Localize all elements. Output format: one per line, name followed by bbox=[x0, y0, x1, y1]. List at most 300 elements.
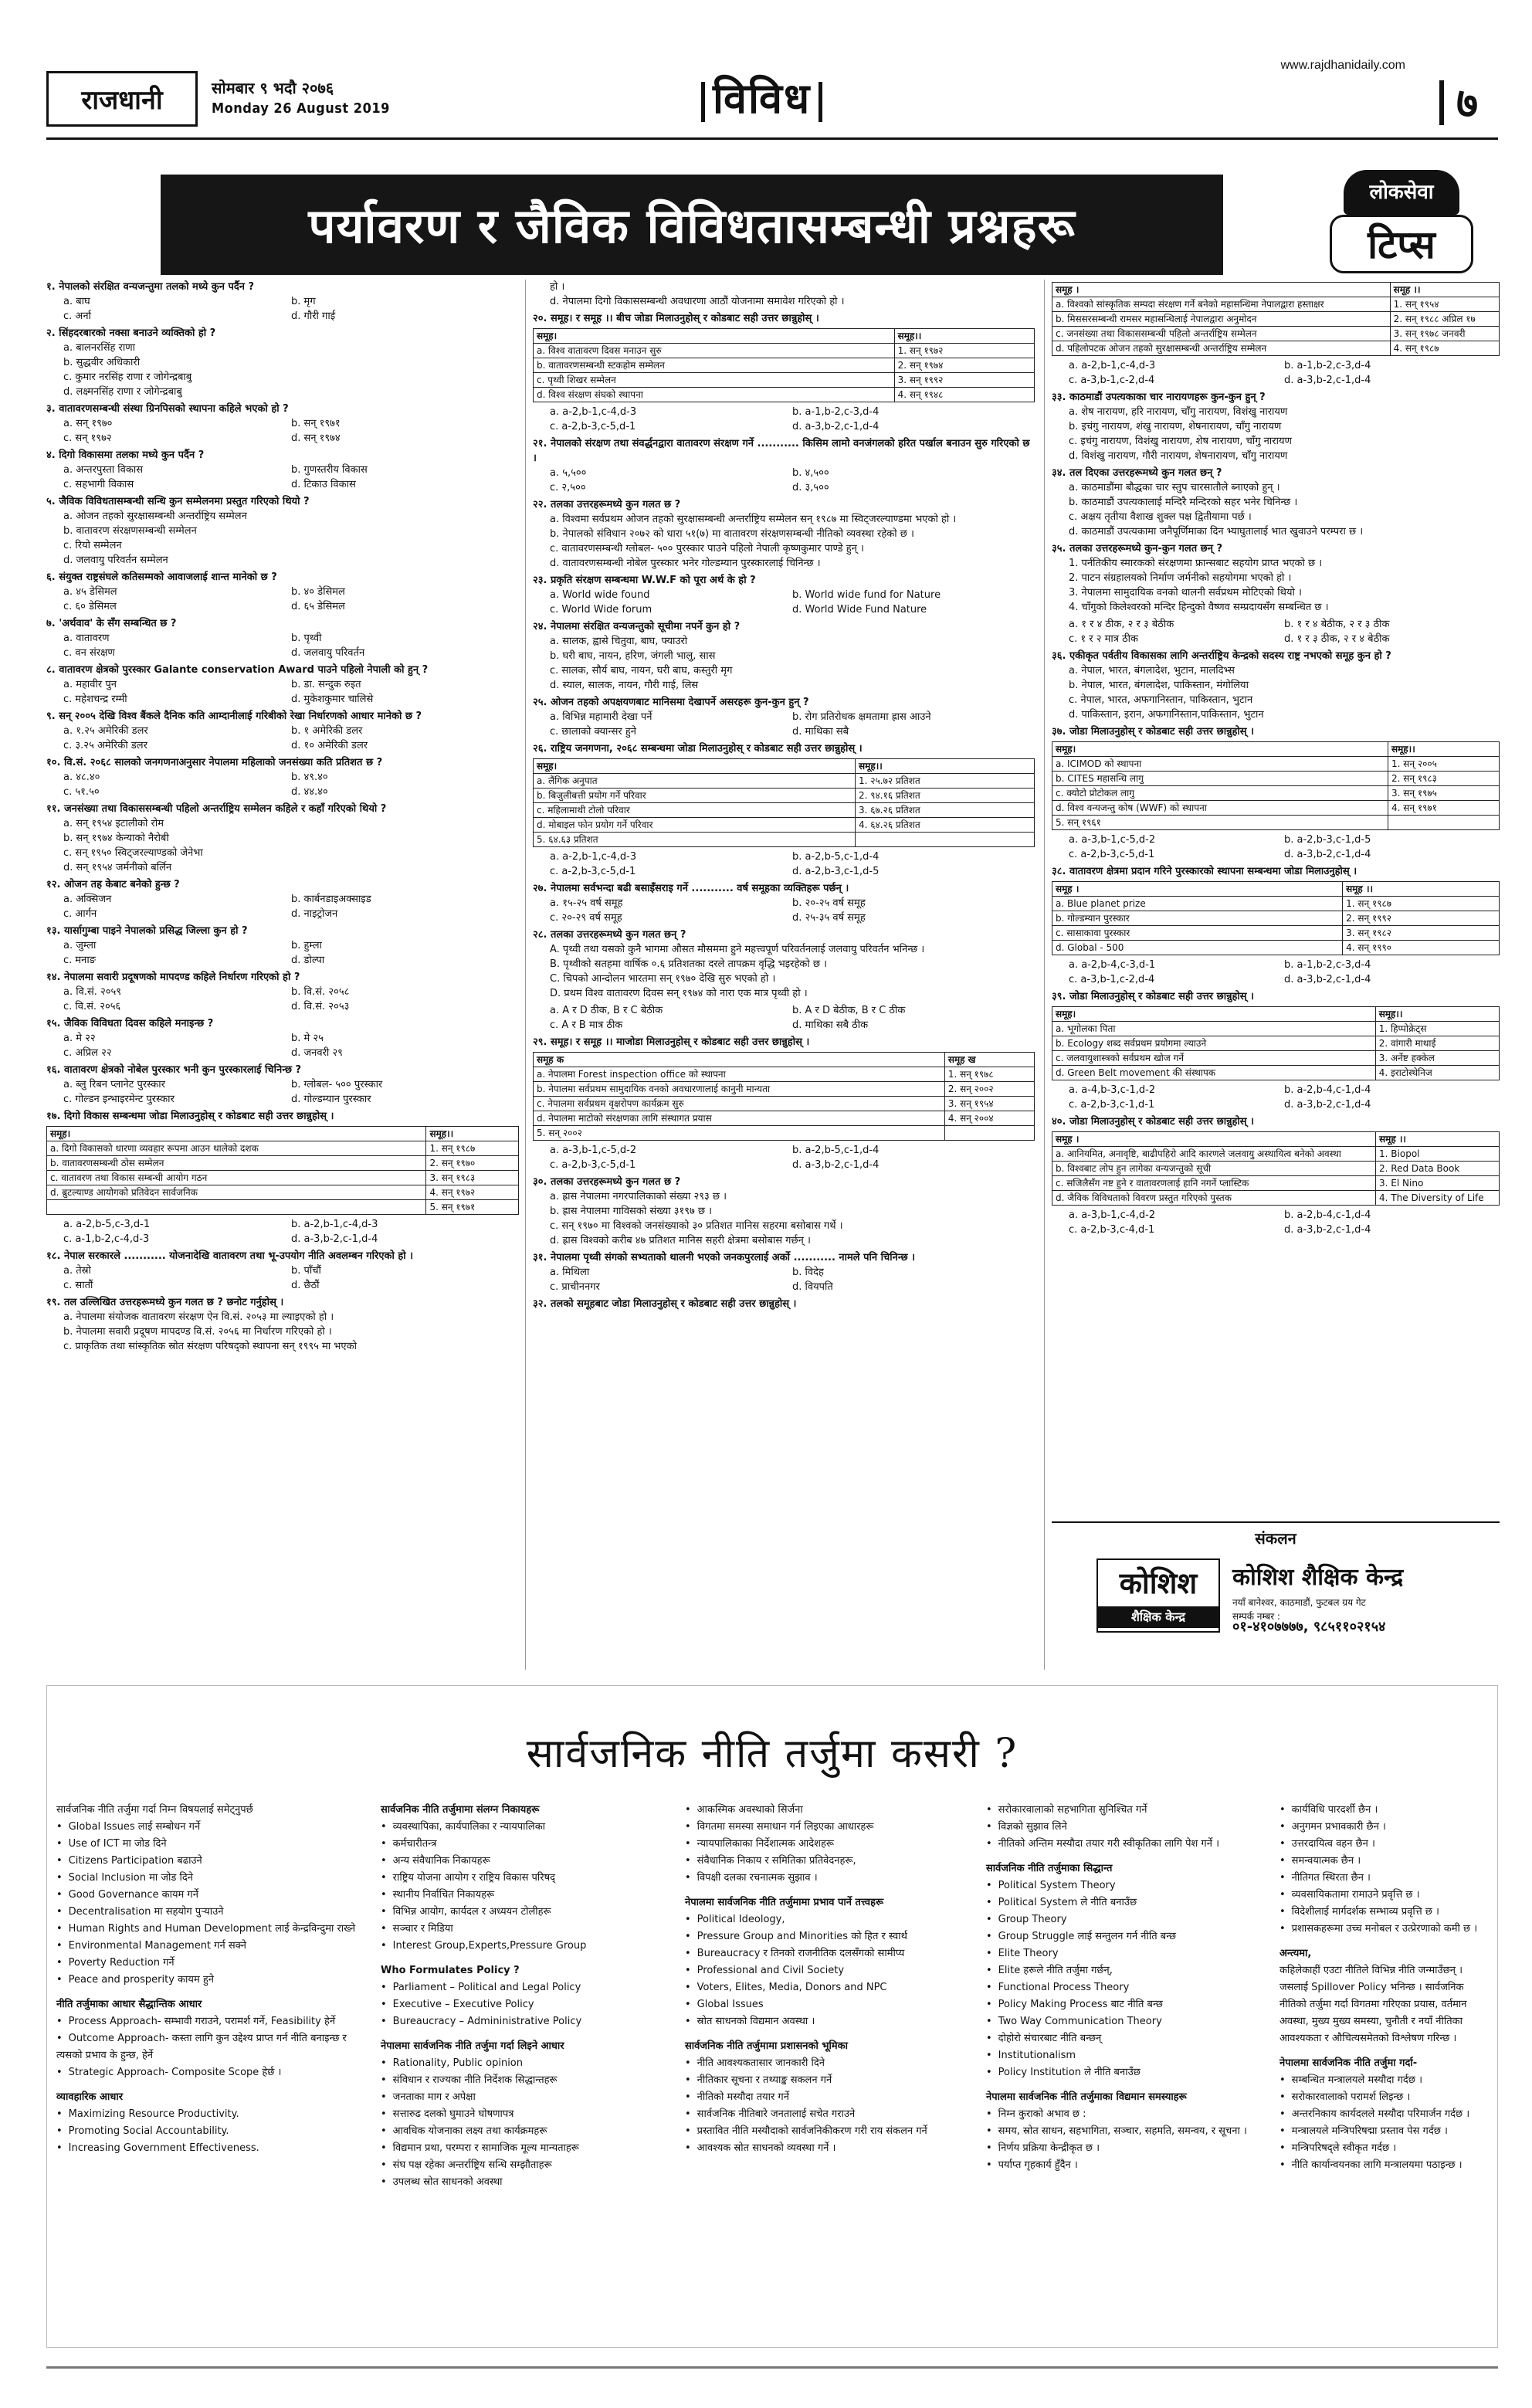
quiz-question bbox=[1052, 649, 1500, 722]
answer-option: c. a-2,b-3,c-1,d-1 bbox=[1069, 1099, 1155, 1111]
answer-options bbox=[46, 677, 519, 707]
answer-option: a. a-3,b-1,c-5,d-2 bbox=[1069, 834, 1156, 846]
quiz-question bbox=[533, 311, 1035, 326]
answer-option: d. a-3,b-2,c-1,d-4 bbox=[1284, 375, 1371, 386]
answer-option: c. अर्ना bbox=[63, 310, 91, 322]
answer-options bbox=[533, 634, 1035, 693]
question-text: १२. ओजन तह केबाट बनेको हुन्छ ? bbox=[46, 879, 180, 890]
newspaper-brand: राजधानी bbox=[46, 71, 198, 127]
table-cell: d. पहिलोपटक ओजन तहको सुरक्षासम्बन्धी अन्तर्राष्ट्रिय सम्मेलन bbox=[1052, 341, 1391, 356]
answer-options bbox=[46, 631, 519, 660]
table-cell: b. Ecology शब्द सर्वप्रथम प्रयोगमा ल्याउने bbox=[1052, 1036, 1376, 1051]
question-text: ३. वातावरणसम्बन्धी संस्था ग्रिनपिसको स्थापना कहिले भएको हो ? bbox=[46, 403, 289, 415]
table-cell: 2. वांगारी माथाई bbox=[1375, 1036, 1499, 1051]
list-item: • सरोकारवालाको सहभागिता सुनिश्चित गर्ने bbox=[986, 1802, 1264, 1819]
answer-option: c. सहभागी विकास bbox=[63, 479, 134, 490]
table-cell: 4. ६४.२६ प्रतिशत bbox=[856, 818, 1035, 833]
table-header: समूह। bbox=[47, 1127, 426, 1141]
question-text: २८. तलका उत्तरहरूमध्ये कुन गलत छन् ? bbox=[533, 929, 686, 941]
answer-option: a. वातावरण bbox=[63, 633, 110, 644]
answer-option: a. World wide found bbox=[550, 589, 650, 601]
answer-option: a. मे २२ bbox=[63, 1033, 96, 1044]
list-item: • व्यवस्थापिका, कार्यपालिका र न्यायपालिका bbox=[381, 1819, 668, 1836]
quiz-question bbox=[46, 280, 519, 324]
answer-option: c. रियो सम्मेलन bbox=[63, 540, 122, 551]
matching-table bbox=[533, 1052, 1035, 1141]
answer-options bbox=[46, 585, 519, 614]
question-text: ११. जनसंख्या तथा विकाससम्बन्धी पहिलो अन्तर्राष्ट्रिय सम्मेलन कहिले र कहाँ गरिएको थियो ? bbox=[46, 803, 387, 815]
answer-option: c. World Wide forum bbox=[550, 604, 652, 616]
table-cell bbox=[856, 833, 1035, 847]
list-item: • नीतिको अन्तिम मस्यौदा तयार गरी स्वीकृतिका लागि पेश गर्ने । bbox=[986, 1836, 1264, 1853]
quiz-question bbox=[46, 402, 519, 446]
answer-options bbox=[1052, 833, 1500, 862]
answer-option: d. जलवायु परिवर्तन bbox=[291, 647, 365, 659]
answer-option: d. a-3,b-2,c-1,d-4 bbox=[1284, 974, 1371, 985]
answer-option: b. मे २५ bbox=[291, 1033, 324, 1044]
list-item: • Promoting Social Accountability. bbox=[56, 2123, 365, 2140]
table-cell: 5. सन् १९६१ bbox=[1052, 816, 1388, 830]
answer-option: a. विश्वमा सर्वप्रथम ओजन तहको सुरक्षासम्बन्धी अन्तर्राष्ट्रिय सम्मेलन सन् १९८७ मा स्विट्जरल्याण्डमा भएको हो । bbox=[550, 514, 957, 525]
table-row bbox=[1052, 1066, 1500, 1080]
answer-option: d. ६५ डेसिमल bbox=[291, 601, 345, 612]
article-subhead: नीति तर्जुमाका आधार सैद्धान्तिक आधार bbox=[56, 1999, 202, 2010]
table-cell: 3. सन् १९५४ bbox=[944, 1097, 1034, 1111]
table-cell: a. दिगो विकासको धारणा व्यवहार रूपमा आउन थालेको दशक bbox=[47, 1141, 426, 1156]
answer-options bbox=[533, 280, 1035, 309]
question-text: १९. तल उल्लिखित उत्तरहरूमध्ये कुन गलत छ ? छनोट गर्नुहोस् । bbox=[46, 1297, 284, 1308]
table-cell: 1. Biopol bbox=[1376, 1147, 1500, 1162]
answer-option: d. २५-३५ वर्ष समूह bbox=[792, 912, 866, 924]
quiz-column-2 bbox=[533, 280, 1035, 1314]
answer-option: c. a-2,b-3,c-5,d-1 bbox=[550, 866, 636, 877]
answer-option: d. गोल्डम्यान पुरस्कार bbox=[291, 1094, 371, 1105]
table-cell: c. महिलामाथी टोलो परिवार bbox=[534, 803, 856, 818]
list-item: • Peace and prosperity कायम हुने bbox=[56, 1972, 365, 1989]
table-row bbox=[534, 344, 1035, 358]
list-item: • आवधिक योजनाका लक्ष्य तथा कार्यक्रमहरू bbox=[381, 2123, 668, 2140]
answer-option: a. बाघ bbox=[63, 296, 90, 307]
quiz-question bbox=[1052, 989, 1500, 1004]
answer-option: d. a-3,b-2,c-1,d-4 bbox=[291, 1233, 378, 1245]
answer-option: c. सन् १९७० मा विश्वको जनसंख्याको ३० प्रतिशत मानिस सहरमा बसोबास गर्थे । bbox=[550, 1220, 843, 1232]
answer-options bbox=[46, 341, 519, 399]
answer-option: c. अप्रिल २२ bbox=[63, 1047, 112, 1059]
answer-option: b. ह्रास नेपालमा गाविसको संख्या ३१९७ छ । bbox=[550, 1206, 713, 1217]
question-text: ३१. नेपालमा पृथ्वी संगको सभ्यताको थालनी भएको जनकपुरलाई अर्को ........... नामले पनि चिनिन्छ । bbox=[533, 1252, 916, 1263]
table-cell: c. नेपालमा सर्वप्रथम वृक्षरोपण कार्यक्रम सुरु bbox=[534, 1097, 945, 1111]
answer-options bbox=[46, 816, 519, 875]
list-item: • Good Governance कायम गर्ने bbox=[56, 1887, 365, 1904]
list-item: • उपलब्ध स्रोत साधनको अवस्था bbox=[381, 2174, 668, 2191]
answer-option: b. a-2,b-1,c-4,d-3 bbox=[291, 1219, 378, 1230]
table-cell: c. क्योटो प्रोटोकल लागु bbox=[1052, 786, 1388, 801]
table-header: समूह। bbox=[1052, 1007, 1376, 1022]
answer-option: c. नेपाल, भारत, अफगानिस्तान, पाकिस्तान, भुटान bbox=[1069, 694, 1253, 706]
list-item: • कर्मचारीतन्त्र bbox=[381, 1836, 668, 1853]
list-item: • अनुगमन प्रभावकारी छैन । bbox=[1279, 1819, 1490, 1836]
quiz-question bbox=[46, 1109, 519, 1124]
answer-option: a. ह्रास नेपालमा नगरपालिकाको संख्या २९३ छ । bbox=[550, 1191, 727, 1202]
answer-option: b. रोग प्रतिरोधक क्षमतामा ह्रास आउने bbox=[792, 711, 931, 723]
list-item: • स्थानीय निर्वाचित निकायहरू bbox=[381, 1887, 668, 1904]
list-item: • मन्त्रिपरिषद्ले स्वीकृत गर्दछ । bbox=[1279, 2140, 1490, 2157]
answer-option: a. जुम्ला bbox=[63, 940, 97, 951]
quiz-question bbox=[533, 573, 1035, 617]
answer-option: d. a-3,b-2,c-1,d-4 bbox=[792, 421, 880, 432]
answer-option: c. ६० डेसिमल bbox=[63, 601, 117, 612]
list-item: • Process Approach- सम्भावी गराउने, परामर्श गर्ने, Feasibility हेर्ने bbox=[56, 2013, 365, 2030]
list-item: • Elite Theory bbox=[986, 1945, 1264, 1962]
table-cell: 3. सन् १९८२ bbox=[1343, 926, 1500, 941]
article-list bbox=[685, 1911, 971, 2030]
answer-option: c. वन संरक्षण bbox=[63, 647, 115, 659]
list-item: • Policy Making Process बाट नीति बन्छ bbox=[986, 1996, 1264, 2013]
table-cell: c. जलवायुशास्त्रको सर्वप्रथम खोज गर्ने bbox=[1052, 1051, 1376, 1066]
quiz-question bbox=[533, 497, 1035, 571]
list-item: • Rationality, Public opinion bbox=[381, 2055, 668, 2072]
question-text: १०. वि.सं. २०६८ सालको जनगणनाअनुसार नेपालमा महिलाको जनसंख्या कति प्रतिशत छ ? bbox=[46, 757, 383, 768]
list-item: • संविधान र राज्यका नीति निर्देशक सिद्धान्तहरू bbox=[381, 2072, 668, 2089]
table-cell: 4. सन् १९७२ bbox=[426, 1185, 519, 1200]
answer-options bbox=[1052, 358, 1500, 388]
table-cell: d. मोबाइल फोन प्रयोग गर्ने परिवार bbox=[534, 818, 856, 833]
question-text: ४०. जोडा मिलाउनुहोस् र कोडबाट सही उत्तर छान्नुहोस् । bbox=[1052, 1116, 1255, 1128]
list-item: • सम्बन्धित मन्त्रालयले मस्यौदा गर्दछ । bbox=[1279, 2072, 1490, 2089]
table-row bbox=[47, 1141, 519, 1156]
question-text: २६. राष्ट्रिय जनगणना, २०६८ सम्बन्धमा जोडा मिलाउनुहोस् र कोडबाट सही उत्तर छान्नुहोस् । bbox=[533, 743, 863, 755]
table-row bbox=[1052, 1022, 1500, 1036]
list-item: • विभिन्न आयोग, कार्यदल र अध्ययन टोलीहरू bbox=[381, 1904, 668, 1921]
list-item: • निर्णय प्रक्रिया केन्द्रीकृत छ । bbox=[986, 2140, 1264, 2157]
table-cell bbox=[1388, 816, 1500, 830]
question-text: ३८. वातावरण क्षेत्रमा प्रदान गरिने पुरस्कारको स्थापना सम्बन्धमा जोडा मिलाउनुहोस् । bbox=[1052, 866, 1357, 877]
table-row bbox=[1052, 1191, 1500, 1206]
list-item: • आकस्मिक अवस्थाको सिर्जना bbox=[685, 1802, 971, 1819]
list-item: • विगतमा समस्या समाधान गर्न लिइएका आधारहरू bbox=[685, 1819, 971, 1836]
answer-option: a. १.२५ अमेरिकी डलर bbox=[63, 725, 148, 737]
logo-bottom: टिप्स bbox=[1330, 215, 1473, 273]
quiz-question bbox=[533, 280, 1035, 309]
answer-option: a. तेस्रो bbox=[63, 1265, 91, 1277]
credit-label: संकलन bbox=[1052, 1521, 1500, 1548]
answer-options bbox=[533, 405, 1035, 434]
answer-options bbox=[46, 985, 519, 1014]
table-row bbox=[534, 1126, 1035, 1141]
site-url[interactable]: www.rajdhanidaily.com bbox=[1280, 59, 1405, 72]
quiz-question bbox=[46, 1016, 519, 1060]
article-subhead: नेपालमा सार्वजनिक नीति तर्जुमामा प्रभाव पार्ने तत्त्वहरू bbox=[685, 1897, 884, 1908]
question-text: २. सिंहदरबारको नक्सा बनाउने व्यक्तिको हो ? bbox=[46, 327, 216, 339]
answer-option: c. प्राचीननगर bbox=[550, 1281, 600, 1293]
column-divider bbox=[1044, 280, 1045, 1670]
table-row bbox=[1052, 786, 1500, 801]
table-row bbox=[1052, 1147, 1500, 1162]
table-cell: c. जनसंख्या तथा विकाससम्बन्धी पहिलो अन्तर्राष्ट्रिय सम्मेलन bbox=[1052, 327, 1391, 341]
table-row bbox=[1052, 327, 1500, 341]
answer-option: a. ब्लु रिबन प्लानेट पुरस्कार bbox=[63, 1079, 165, 1090]
answer-options bbox=[533, 942, 1035, 1001]
answer-option: c. अक्षय तृतीया वैशाख शुक्ल पक्ष द्वितीयामा पर्छ । bbox=[1069, 511, 1252, 523]
table-header: समूह।। bbox=[1388, 742, 1500, 757]
list-item: • Decentralisation मा सहयोग पुऱ्याउने bbox=[56, 1904, 365, 1921]
article-list bbox=[685, 1802, 971, 1887]
answer-options bbox=[1052, 1083, 1500, 1112]
table-cell: 1. सन् १९७८ bbox=[944, 1067, 1034, 1082]
quiz-question bbox=[1052, 724, 1500, 739]
table-cell: 2. सन् १९७० bbox=[426, 1156, 519, 1171]
answer-option: a. विभिन्न महामारी देखा पर्ने bbox=[550, 711, 652, 723]
answer-options bbox=[1052, 405, 1500, 463]
policy-article bbox=[46, 1685, 1498, 2348]
answer-option: d. मुकेशकुमार चालिसे bbox=[291, 694, 374, 705]
table-cell: 2. सन् १९९२ bbox=[1343, 911, 1500, 926]
list-item: • Voters, Elites, Media, Donors and NPC bbox=[685, 1979, 971, 1996]
list-item: • विद्यमान प्रथा, परम्परा र सामाजिक मूल्य मान्यताहरू bbox=[381, 2140, 668, 2157]
answer-option: D. प्रथम विश्व वातावरण दिवस सन् १९७४ को नारा एक मात्र पृथ्वी हो । bbox=[550, 988, 808, 999]
list-item: • उत्तरदायित्व वहन छैन । bbox=[1279, 1836, 1490, 1853]
answer-option: a. नेपालमा संयोजक वातावरण संरक्षण ऐन वि.सं. २०५३ मा ल्याइएको हो । bbox=[63, 1311, 334, 1323]
article-list bbox=[685, 2055, 971, 2157]
answer-option: b. a-2,b-5,c-1,d-4 bbox=[792, 1145, 880, 1156]
quiz-question bbox=[46, 326, 519, 399]
section-label bbox=[693, 68, 830, 125]
answer-option: c. छालाको क्यान्सर हुने bbox=[550, 726, 636, 738]
list-item: • संवैधानिक निकाय र समितिका प्रतिवेदनहरू, bbox=[685, 1853, 971, 1870]
question-text: १४. नेपालमा सवारी प्रदूषणको मापदण्ड कहिले निर्धारण गरिएको हो ? bbox=[46, 972, 300, 983]
answer-option: d. a-2,b-3,c-1,d-5 bbox=[792, 866, 880, 877]
article-title: सार्वजनिक नीति तर्जुमा कसरी ? bbox=[526, 1731, 1019, 1777]
answer-options bbox=[46, 1310, 519, 1354]
table-cell: c. पृथ्वी शिखर सम्मेलन bbox=[534, 373, 895, 388]
article-subhead: Who Formulates Policy ? bbox=[381, 1965, 520, 1976]
answer-option: A. पृथ्वी तथा यसको कुनै भागमा औसत मौसममा हुने महत्त्वपूर्ण परिवर्तनलाई जलवायु परिवर्तन भनिन्छ । bbox=[550, 944, 925, 955]
list-item: • सरोकारवालाको परामर्श लिइन्छ । bbox=[1279, 2089, 1490, 2106]
answer-option: a. महावीर पुन bbox=[63, 679, 117, 690]
quiz-question bbox=[1052, 958, 1500, 987]
article-subhead: अन्त्यमा, bbox=[1279, 1948, 1312, 1959]
answer-option: c. महेशचन्द्र रम्मी bbox=[63, 694, 127, 705]
answer-option: d. लक्ष्मनसिंह राणा र जोगेन्द्रबाबु bbox=[63, 386, 182, 398]
answer-option: a. a-3,b-1,c-4,d-2 bbox=[1069, 1209, 1156, 1221]
quiz-question bbox=[1052, 541, 1500, 615]
list-item: • सत्तारुढ दलको घुमाउने घोषणापत्र bbox=[381, 2106, 668, 2123]
article-subhead: नेपालमा सार्वजनिक नीति तर्जुमा गर्दा- bbox=[1279, 2057, 1418, 2069]
table-row bbox=[47, 1156, 519, 1171]
question-text: ३७. जोडा मिलाउनुहोस् र कोडबाट सही उत्तर छान्नुहोस् । bbox=[1052, 726, 1255, 738]
list-item: • संघ पक्ष रहेका अन्तर्राष्ट्रिय सन्धि सम्झौताहरू bbox=[381, 2157, 668, 2174]
answer-option: a. a-2,b-4,c-3,d-1 bbox=[1069, 959, 1156, 971]
quiz-question bbox=[1052, 390, 1500, 463]
table-cell: 2. सन् १९८८ अप्रिल १७ bbox=[1390, 312, 1499, 327]
quiz-question bbox=[46, 448, 519, 492]
answer-option: हो । bbox=[550, 281, 565, 293]
answer-option: b. a-2,b-5,c-1,d-4 bbox=[792, 851, 880, 863]
table-row bbox=[534, 774, 1035, 789]
date-nepali: सोमबार ९ भदौ २०७६ bbox=[212, 79, 334, 97]
answer-option: d. नाइट्रोजन bbox=[291, 908, 338, 920]
table-cell: 2. ९४.१६ प्रतिशत bbox=[856, 789, 1035, 803]
answer-option: b. पाँचौं bbox=[291, 1265, 321, 1277]
matching-table bbox=[46, 1126, 519, 1215]
answer-option: a. नेपाल, भारत, बंगलादेश, भुटान, मालदिभ्स bbox=[1069, 665, 1235, 677]
question-text: २०. समूह। र समूह ।। बीच जोडा मिलाउनुहोस् र कोडबाट सही उत्तर छान्नुहोस् । bbox=[533, 313, 819, 324]
answer-option: c. a-2,b-3,c-5,d-1 bbox=[550, 421, 636, 432]
matching-table bbox=[1052, 282, 1500, 356]
article-list bbox=[1279, 1802, 1490, 1938]
table-cell: a. भूगोलका पिता bbox=[1052, 1022, 1376, 1036]
question-text: ३६. एकीकृत पर्वतीय विकासका लागि अन्तर्राष्ट्रिय केन्द्रको सदस्य राष्ट्र नभएको समूह कुन हो ? bbox=[1052, 650, 1391, 662]
answer-option: d. ३,५०० bbox=[792, 482, 829, 493]
table-cell bbox=[944, 1126, 1034, 1141]
table-cell: 3. सन् १९७८ जनवरी bbox=[1390, 327, 1499, 341]
question-text: ६. संयुक्त राष्ट्रसंघले कतिसम्मको आवाजलाई शान्त मानेको छ ? bbox=[46, 571, 277, 583]
answer-option: d. a-3,b-2,c-1,d-4 bbox=[1284, 1224, 1371, 1236]
answer-options bbox=[46, 509, 519, 568]
answer-option: b. a-2,b-4,c-1,d-4 bbox=[1284, 1209, 1371, 1221]
answer-option: c. a-2,b-3,c-4,d-1 bbox=[1069, 1224, 1155, 1236]
table-cell: 1. सन् १९८७ bbox=[426, 1141, 519, 1156]
quiz-question bbox=[1052, 1208, 1500, 1237]
answer-option: c. मनाङ bbox=[63, 955, 97, 966]
question-text: ३०. तलका उत्तरहरूमध्ये कुन गलत छ ? bbox=[533, 1176, 681, 1188]
credit-contact-label: सम्पर्क नम्बर : bbox=[1232, 1611, 1280, 1622]
quiz-question bbox=[46, 970, 519, 1014]
credit-address-line: नयाँ बानेश्वर, काठमाडौं, फुटबल ग्रय गेट bbox=[1232, 1597, 1366, 1608]
answer-option: c. २,५०० bbox=[550, 482, 586, 493]
question-text: २५. ओजन तहको अपक्षयणबाट मानिसमा देखापर्ने असरहरू कुन-कुन हुन् ? bbox=[533, 697, 809, 708]
table-row bbox=[1052, 941, 1500, 955]
answer-option: c. इचंगु नारायण, विशंखु नारायण, शेष नारायण, चाँगु नारायण bbox=[1069, 436, 1292, 447]
answer-option: a. सन् १९७० bbox=[63, 418, 113, 429]
question-text: २१. नेपालको संरक्षण तथा संवर्द्धनद्वारा वातावरण संरक्षण गर्ने ........... किसिम लामो वनजंगलको हरित पर्खाल बनाउन सुरु गरिएको छ । bbox=[533, 438, 1030, 464]
table-cell: 3. सन् १९८३ bbox=[426, 1171, 519, 1185]
list-item: • Group Struggle लाई सन्तुलन गर्न नीति बन्छ bbox=[986, 1928, 1264, 1945]
question-text: ४. दिगो विकासमा तलका मध्ये कुन पर्दैन ? bbox=[46, 449, 205, 461]
answer-option: d. गौरी गाई bbox=[291, 310, 336, 322]
table-row bbox=[1052, 772, 1500, 786]
article-column-2 bbox=[381, 1802, 668, 2191]
table-row bbox=[1052, 897, 1500, 911]
table-header: समूह। bbox=[534, 329, 895, 344]
answer-option: b. ४९.४० bbox=[291, 772, 328, 783]
answer-option: c. सालक, सौर्य बाघ, नायन, घरी बाघ, कस्तुरी मृग bbox=[550, 665, 733, 677]
table-cell: 1. सन् १९५४ bbox=[1390, 297, 1499, 312]
answer-option: c. वि.सं. २०५६ bbox=[63, 1001, 121, 1012]
answer-option: c. a-3,b-1,c-2,d-4 bbox=[1069, 375, 1155, 386]
article-subhead: नेपालमा सार्वजनिक नीति तर्जुमाका विद्यमान समस्याहरू bbox=[986, 2091, 1187, 2103]
table-cell: 5. सन् १९७१ bbox=[426, 1200, 519, 1215]
table-cell: 4. सन् १९४८ bbox=[894, 388, 1034, 402]
answer-option: c. ३.२५ अमेरिकी डलर bbox=[63, 740, 147, 751]
table-cell: d. Green Belt movement की संस्थापक bbox=[1052, 1066, 1376, 1080]
answer-option: a. वि.सं. २०५९ bbox=[63, 986, 122, 998]
answer-options bbox=[46, 724, 519, 753]
answer-option: b. a-2,b-4,c-1,d-4 bbox=[1284, 1084, 1371, 1096]
answer-option: a. अक्सिजन bbox=[63, 894, 112, 905]
answer-option: b. काठमाडौं उपत्यकालाई मन्दिरै मन्दिरको सहर भनेर चिनिन्छ । bbox=[1069, 497, 1298, 508]
article-list bbox=[986, 1877, 1264, 2081]
list-item: • Executive – Executive Policy bbox=[381, 1996, 668, 2013]
answer-option: b. नेपालमा सवारी प्रदूषण मापदण्ड वि.सं. २०५६ मा निर्धारण गरिएको हो । bbox=[63, 1326, 332, 1338]
table-row bbox=[1052, 911, 1500, 926]
quiz-question bbox=[46, 924, 519, 968]
answer-option: c. वातावरणसम्बन्धी ग्लोबल- ५०० पुरस्कार पाउने पहिलो नेपाली कृष्णकुमार पाण्डे हुन् । bbox=[550, 543, 864, 555]
answer-options bbox=[1052, 556, 1500, 615]
table-cell: 3. अर्नेष्ट हक्केल bbox=[1375, 1051, 1499, 1066]
quiz-question bbox=[46, 1217, 519, 1246]
credit-name: कोशिश शैक्षिक केन्द्र bbox=[1232, 1564, 1404, 1591]
answer-option: b. घरी बाघ, नायन, हरिण, जंगली भालु, सास bbox=[550, 650, 716, 662]
answer-option: d. स्याल, सालक, नायन, गौरी गाई, लिस bbox=[550, 680, 699, 691]
answer-option: d. a-3,b-2,c-1,d-4 bbox=[1284, 1099, 1371, 1111]
answer-options bbox=[46, 1263, 519, 1293]
list-item: • Global Issues bbox=[685, 1996, 971, 2013]
list-item: • Environmental Management गर्न सक्ने bbox=[56, 1938, 365, 1955]
quiz-question bbox=[46, 663, 519, 707]
table-cell: 5. ६४.६३ प्रतिशत bbox=[534, 833, 856, 847]
answer-options bbox=[1052, 1208, 1500, 1237]
answer-option: b. A र D बेठीक, B र C ठीक bbox=[792, 1005, 906, 1016]
table-cell: 2. सन् २००२ bbox=[944, 1082, 1034, 1097]
table-cell: a. नेपालमा Forest inspection office को स्थापना bbox=[534, 1067, 945, 1082]
list-item: • Citizens Participation बढाउने bbox=[56, 1853, 365, 1870]
table-cell: d. नेपालमा माटोको संरक्षणका लागि संस्थागत प्रयास bbox=[534, 1111, 945, 1126]
list-item: • सार्वजनिक नीतिबारे जनतालाई सचेत गराउने bbox=[685, 2106, 971, 2123]
masthead-rule bbox=[46, 137, 1498, 140]
table-cell: 2. सन् १९७४ bbox=[894, 358, 1034, 373]
answer-option: b. १ अमेरिकी डलर bbox=[291, 725, 363, 737]
table-cell: 2. Red Data Book bbox=[1376, 1162, 1500, 1176]
answer-option: b. डा. सन्दुक रुइत bbox=[291, 679, 361, 690]
answer-options bbox=[1052, 480, 1500, 539]
quiz-question bbox=[533, 1003, 1035, 1033]
answer-option: d. नेपालमा दिगो विकाससम्बन्धी अवधारणा आठौं योजनामा समावेश गरिएको हो । bbox=[550, 296, 845, 307]
table-cell: b. विश्वबाट लोप हुन लागेका वन्यजन्तुको सूची bbox=[1052, 1162, 1376, 1176]
table-cell: a. विश्वको सांस्कृतिक सम्पदा संरक्षण गर्ने बनेको महासन्धिमा नेपालद्वारा हस्ताक्षर bbox=[1052, 297, 1391, 312]
answer-option: a. शेष नारायण, हरि नारायण, चाँगु नारायण, विशंखु नारायण bbox=[1069, 406, 1288, 418]
list-item: • कार्यविधि पारदर्शी छैन । bbox=[1279, 1802, 1490, 1819]
answer-option: d. a-3,b-2,c-1,d-4 bbox=[792, 1159, 880, 1171]
list-item: • Outcome Approach- कस्ता लागि कुन उद्देश्य प्राप्त गर्न नीति बनाइन्छ र त्यसको प्रभाव के हुन्छ, हेर्ने bbox=[56, 2030, 365, 2064]
table-cell: d. विश्व वन्यजन्तु कोष (WWF) को स्थापना bbox=[1052, 801, 1388, 816]
answer-option: b. सन् १९७४ केन्याको नैरोबी bbox=[63, 833, 169, 844]
article-list bbox=[986, 1802, 1264, 1853]
answer-option: d. ह्रास विश्वको करीब ४७ प्रतिशत मानिस सहरी क्षेत्रमा बसोबास गर्छन् । bbox=[550, 1235, 811, 1246]
answer-option: b. वि.सं. २०५८ bbox=[291, 986, 350, 998]
matching-table bbox=[1052, 741, 1500, 830]
column-divider bbox=[525, 280, 526, 1670]
quiz-question bbox=[533, 436, 1035, 495]
answer-option: b. पृथ्वी bbox=[291, 633, 322, 644]
answer-option: c. आर्गन bbox=[63, 908, 97, 920]
list-item: • व्यवसायिकतामा रामाउने प्रवृत्ति छ । bbox=[1279, 1887, 1490, 1904]
list-item: • विदेशीलाई मार्गदर्शक सम्भाव्य प्रवृत्ति छ । bbox=[1279, 1904, 1490, 1921]
quiz-question bbox=[1052, 358, 1500, 388]
answer-options bbox=[46, 294, 519, 324]
answer-option: d. छैठौं bbox=[291, 1280, 320, 1291]
question-text: १. नेपालको संरक्षित वन्यजन्तुमा तलको मध्ये कुन पर्दैन ? bbox=[46, 281, 255, 293]
article-column-5 bbox=[1279, 1802, 1490, 2174]
list-item: • Political Ideology, bbox=[685, 1911, 971, 1928]
question-text: २७. नेपालमा सर्वभन्दा बढी बसाइँसराइ गर्ने ........... वर्ष समूहका व्यक्तिहरू पर्छन् । bbox=[533, 883, 849, 894]
answer-option: c. ५१.५० bbox=[63, 786, 100, 798]
answer-option: a. बालनरसिंह राणा bbox=[63, 342, 136, 354]
answer-option: d. टिकाउ विकास bbox=[291, 479, 356, 490]
question-text: २३. प्रकृति संरक्षण सम्बन्धमा W.W.F को पूरा अर्थ के हो ? bbox=[533, 575, 756, 586]
table-row bbox=[1052, 816, 1500, 830]
table-row bbox=[534, 1067, 1035, 1082]
